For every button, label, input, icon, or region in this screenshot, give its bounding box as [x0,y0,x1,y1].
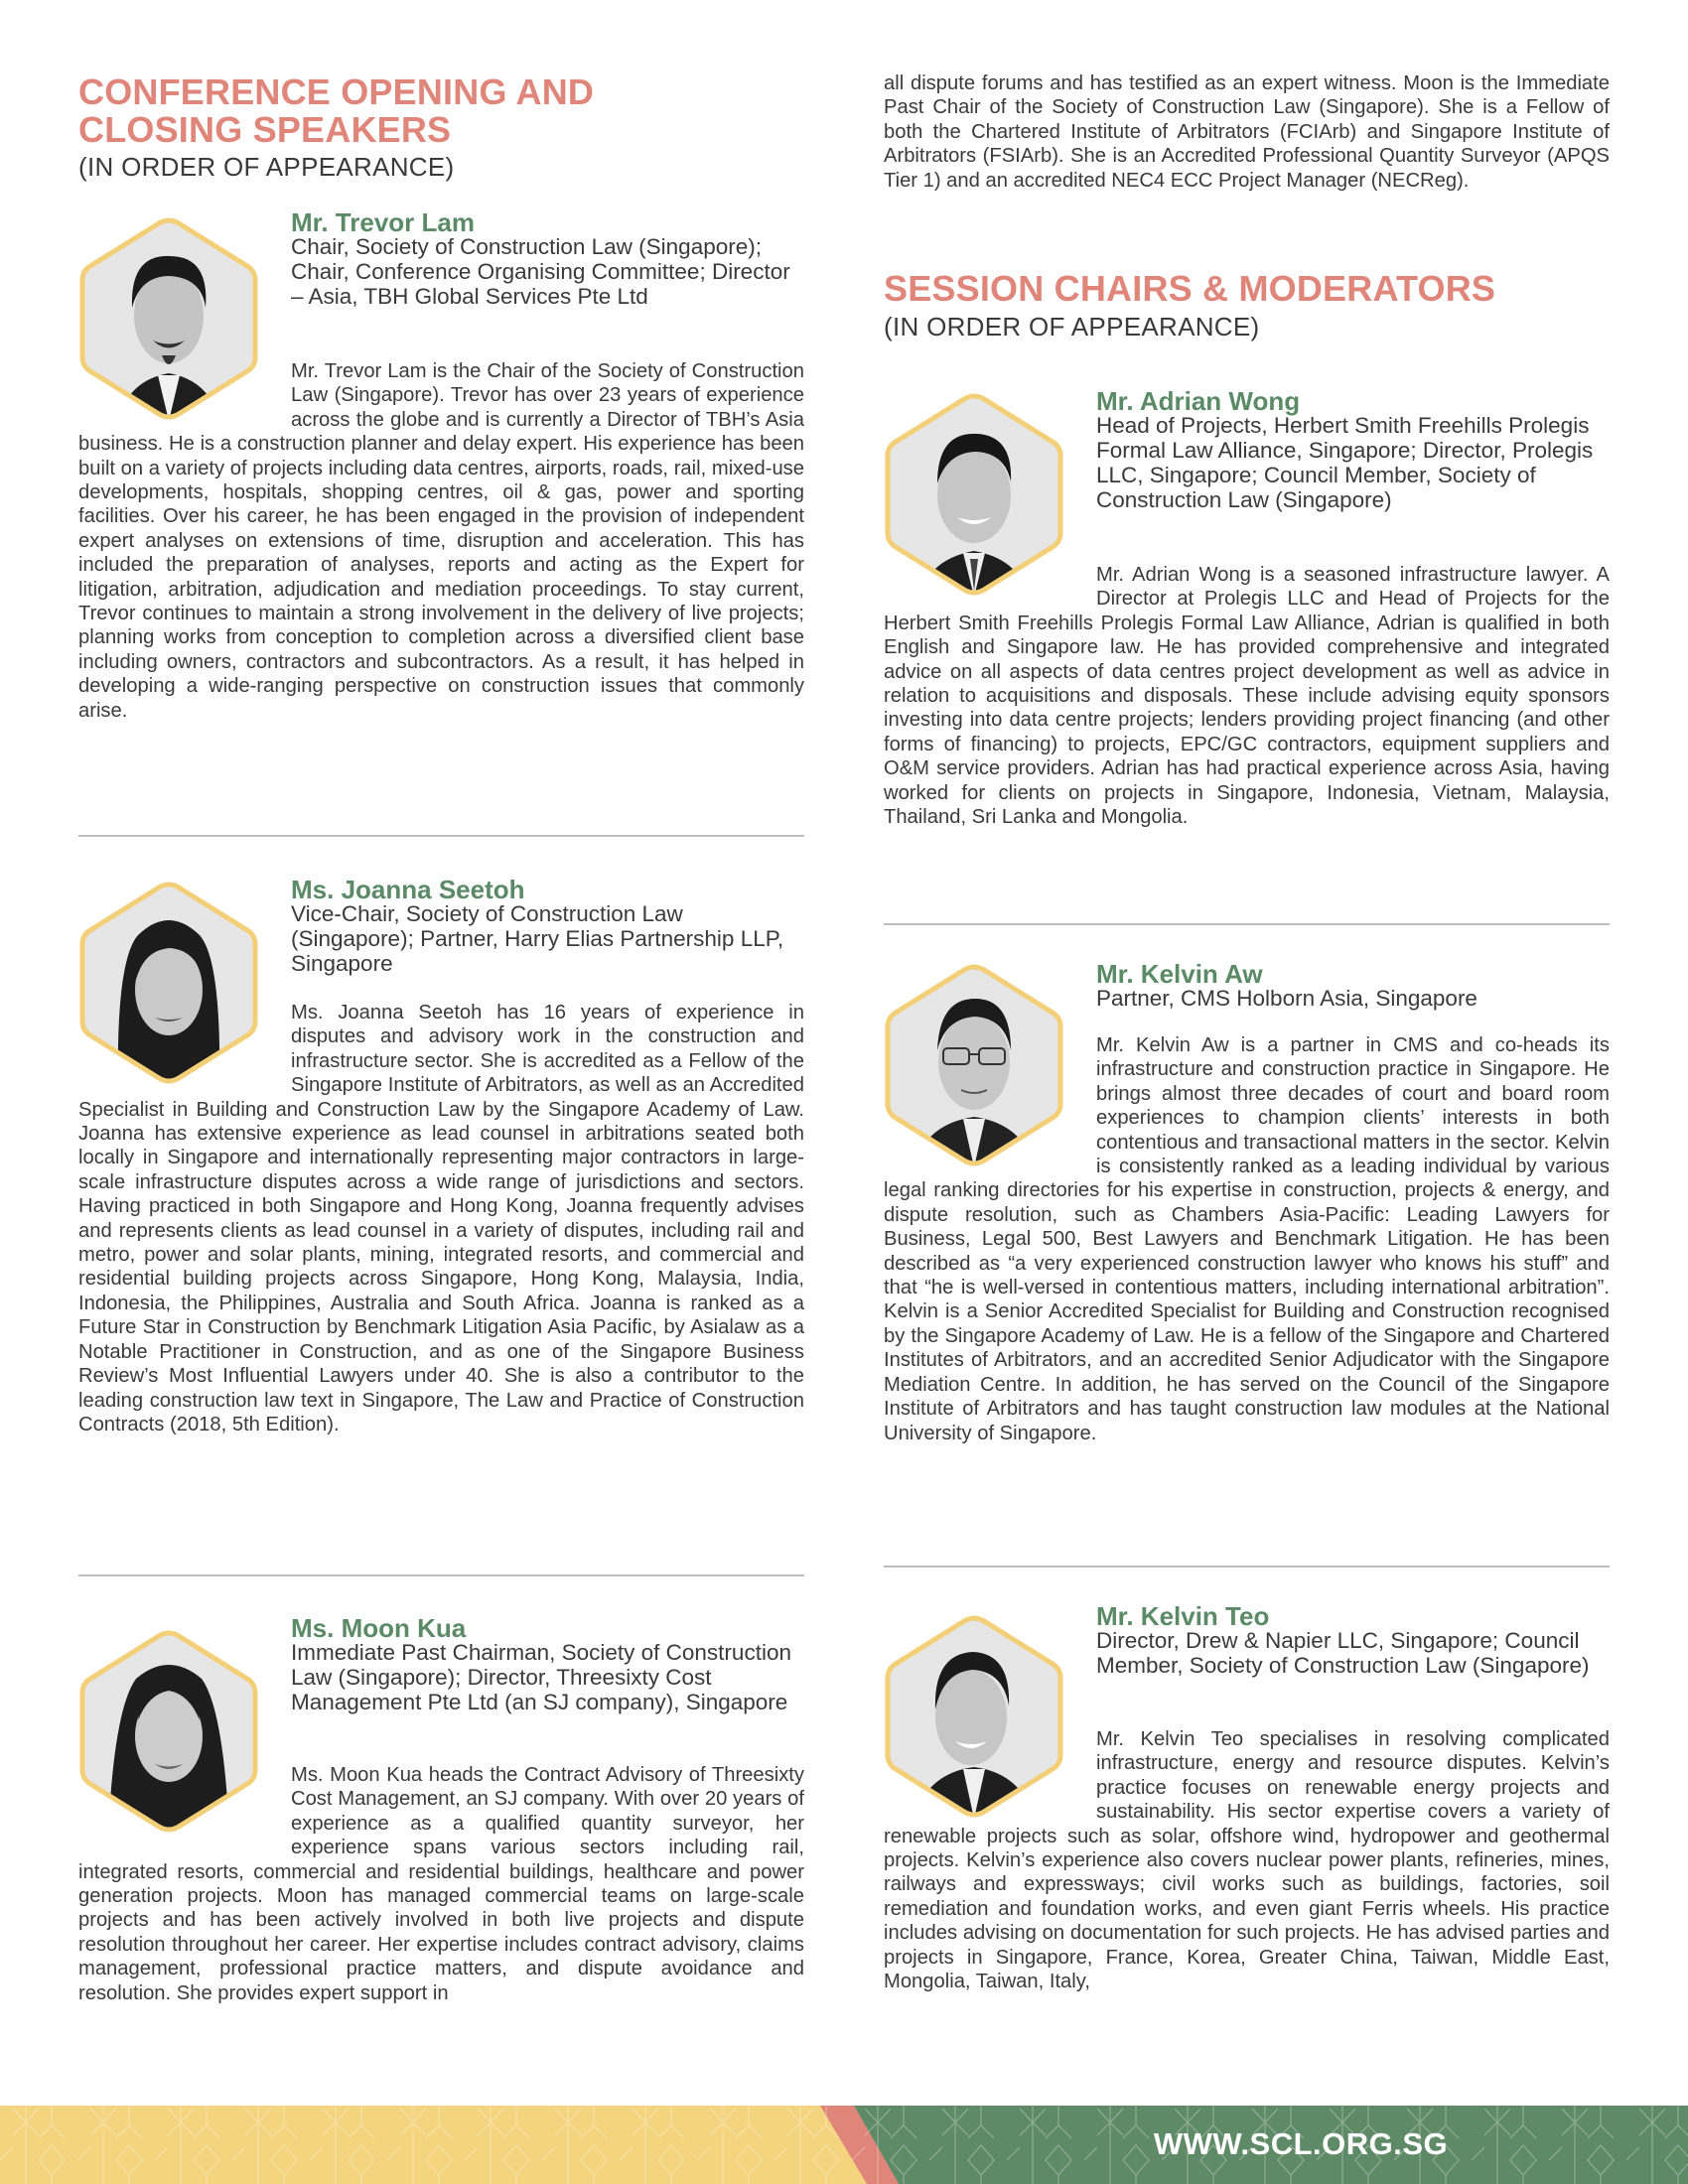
speaker-bio [884,563,1610,829]
section-title-chairs: SESSION CHAIRS & MODERATORS [884,268,1496,309]
speaker-name: Mr. Trevor Lam [291,207,475,237]
website-link[interactable]: WWW.SCL.ORG.SG [1153,2126,1449,2161]
speaker-bio [78,1001,804,1436]
speaker-bio-continued: all dispute forums and has testified as an expert witness. Moon is the Immediate Past Chair of the Society of Construction Law (Singapore). She is a Fellow of both the Chartered Institute of Arbitrators (FCIArb) and Singapore Institute of Arbitrators (FSIArb). She is an Accredited Professional Quantity Surveyor (APQS Tier 1) and an accredited NEC4 ECC Project Manager (NECReg). [884,72,1610,192]
speaker-role: Vice-Chair, Society of Construction Law (Singapore); Partner, Harry Elias Partnership LLP, Singapore [291,901,784,976]
section-title-line: CONFERENCE OPENING AND [78,71,595,112]
section-title-line: CLOSING SPEAKERS [78,109,452,150]
section-title-opening [78,73,594,149]
section-subtitle-chairs: (IN ORDER OF APPEARANCE) [884,312,1260,341]
divider [884,1566,1610,1568]
speaker-name: Mr. Kelvin Aw [1096,959,1263,989]
speaker-bio [78,359,804,723]
divider [78,1574,804,1576]
speaker-bio [884,1727,1610,1993]
speaker-role: Chair, Society of Construction Law (Singapore); Chair, Conference Organising Committee; Director – Asia, TBH Global Services Pte Ltd [291,234,790,309]
speaker-bio-text: Mr. Kelvin Aw is a partner in CMS and co-heads its infrastructure and construction practice in Singapore. He brings almost three decades of court and board room experiences to champion clients’ interests in both contentious and transactional matters in the sector. Kelvin is consistently ranked as a leading individual by various legal ranking directories for his expertise in construction, projects & energy, and dispute resolution, such as Chambers Asia-Pacific: Leading Lawyers for Business, Legal 500, Best Lawyers and Benchmark Litigation. He has been described as “a very experienced construction lawyer who knows his stuff” and that “he is well-versed in contentious matters, including international arbitration”. Kelvin is a Senior Accredited Specialist for Building and Construction recognised by the Singapore Academy of Law. He is a fellow of the Singapore and Chartered Institutes of Arbitrators, and an accredited Senior Adjudicator with the Singapore Mediation Centre. In addition, he has served on the Council of the Singapore Institute of Arbitrators and has taught construction law modules at the National University of Singapore. [884,1034,1610,1444]
speaker-name: Mr. Adrian Wong [1096,386,1301,416]
speaker-role: Head of Projects, Herbert Smith Freehills Prolegis Formal Law Alliance, Singapore; Director, Prolegis LLC, Singapore; Council Member, Society of Construction Law (Singapore) [1096,413,1594,512]
section-subtitle-opening: (IN ORDER OF APPEARANCE) [78,152,455,182]
speaker-role: Partner, CMS Holborn Asia, Singapore [1096,986,1477,1011]
divider [884,923,1610,925]
footer-banner [0,2106,1688,2184]
speaker-name: Ms. Joanna Seetoh [291,875,525,904]
speaker-bio [78,1763,804,2005]
speaker-role: Director, Drew & Napier LLC, Singapore; Council Member, Society of Construction Law (Singapore) [1096,1628,1590,1678]
speaker-name: Mr. Kelvin Teo [1096,1601,1270,1631]
speaker-bio-text: Mr. Trevor Lam is the Chair of the Society of Construction Law (Singapore). Trevor has over 23 years of experience across the globe and is currently a Director of TBH’s Asia business. He is a construction planner and delay expert. His experience has been built on a variety of projects including data centres, airports, roads, rail, mixed-use developments, hospitals, shopping centres, oil & gas, power and sporting facilities. Over his career, he has been engaged in the provision of independent expert analyses on extensions of time, disruption and acceleration. This has included the preparation of analyses, reports and acting as the Expert for litigation, arbitration, adjudication and mediation proceedings. To stay current, Trevor continues to maintain a strong involvement in the delivery of live projects; planning works from conception to completion across a diversified client base including owners, contractors and subcontractors. As a result, it has helped in developing a wide-ranging perspective on construction issues that commonly arise. [78,360,804,722]
speaker-bio-text: Ms. Moon Kua heads the Contract Advisory of Threesixty Cost Management, an SJ company. With over 20 years of experience as a qualified quantity surveyor, her experience spans various sectors including rail, integrated resorts, commercial and residential buildings, healthcare and power generation projects. Moon has managed commercial teams on large-scale projects and has been actively involved in both live projects and dispute resolution throughout her career. Her expertise includes contract advisory, claims management, professional practice matters, and dispute avoidance and resolution. She provides expert support in [78,1764,804,2004]
divider [78,835,804,837]
speaker-role: Immediate Past Chairman, Society of Construction Law (Singapore); Director, Threesixty Cost Management Pte Ltd (an SJ company), Singapore [291,1640,791,1714]
speaker-bio-text: Ms. Joanna Seetoh has 16 years of experience in disputes and advisory work in the construction and infrastructure sector. She is accredited as a Fellow of the Singapore Institute of Arbitrators, as well as an Accredited Specialist in Building and Construction Law by the Singapore Academy of Law. Joanna has extensive experience as lead counsel in arbitrations seated both locally in Singapore and internationally representing major contractors in large-scale infrastructure disputes across a wide range of jurisdictions and sectors. Having practiced in both Singapore and Hong Kong, Joanna frequently advises and represents clients as lead counsel in a variety of disputes, including rail and metro, power and solar plants, mining, integrated resorts, and commercial and residential building projects across Singapore, Hong Kong, Malaysia, India, Indonesia, the Philippines, Australia and South Africa. Joanna is ranked as a Future Star in Construction by Benchmark Litigation Asia Pacific, by Asialaw as a Notable Practitioner in Construction, and as one of the Singapore Business Review’s Most Influential Lawyers under 40. She is also a contributor to the leading construction law text in Singapore, The Law and Practice of Construction Contracts (2018, 5th Edition). [78,1002,804,1435]
speaker-bio-text: Mr. Kelvin Teo specialises in resolving complicated infrastructure, energy and resource disputes. Kelvin’s practice focuses on renewable energy projects and sustainability. His sector expertise covers a variety of renewable projects such as solar, offshore wind, hydropower and geothermal projects. Kelvin’s experience also covers nuclear power plants, refineries, mines, railways and expressways; civil works such as buildings, factories, soil remediation and foundation works, and even giant Ferris wheels. His practice includes advising on documentation for such projects. He has advised parties and projects in Singapore, France, Korea, Greater China, Taiwan, Middle East, Mongolia, Taiwan, Italy, [884,1728,1610,1993]
speaker-bio [884,1033,1610,1445]
speaker-name: Ms. Moon Kua [291,1613,467,1643]
speaker-bio-text: Mr. Adrian Wong is a seasoned infrastructure lawyer. A Director at Prolegis LLC and Head of Projects for the Herbert Smith Freehills Prolegis Formal Law Alliance, Adrian is qualified in both English and Singapore law. He has provided comprehensive and integrated advice on all aspects of data centres project development as well as advice in relation to acquisitions and disposals. These include advising equity sponsors investing into data centre projects; lenders providing project financing (and other forms of financing) to projects, EPC/GC contractors, equipment suppliers and O&M service providers. Adrian has had practical experience across Asia, having worked for clients on projects in Singapore, Indonesia, Vietnam, Malaysia, Thailand, Sri Lanka and Mongolia. [884,564,1610,829]
